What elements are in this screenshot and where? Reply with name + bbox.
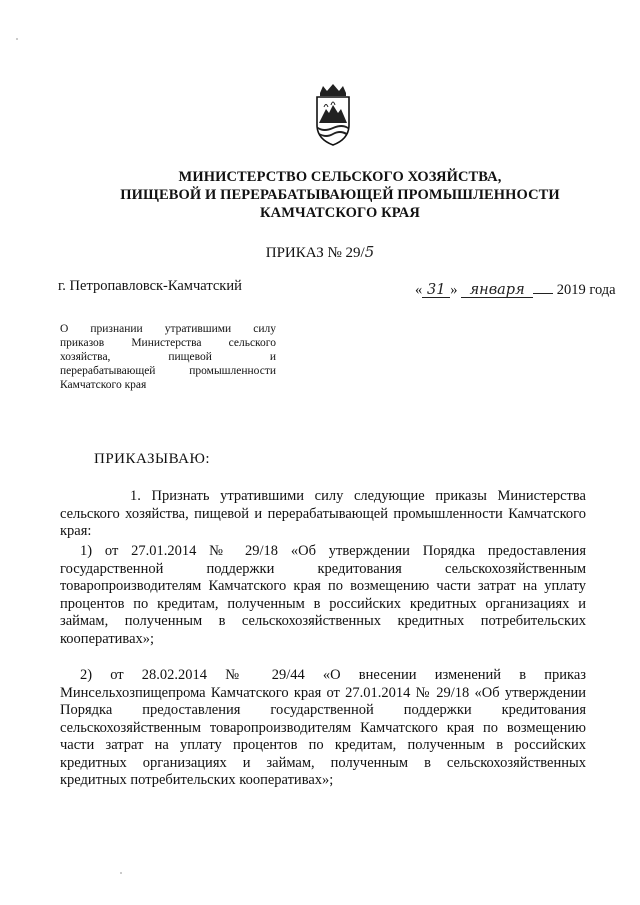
subject-line: хозяйства, пищевой и (60, 351, 276, 363)
list-item-line: 2) от 28.02.2014 № 29/44 «О внесении изменений в приказ (80, 667, 586, 683)
list-item-line: процентов по кредитам, полученным в российских кредитных организациях и (60, 595, 586, 612)
order-number (0, 243, 640, 262)
list-item-line: кредитных организациях и займам, полученным в сельскохозяйственных (60, 754, 586, 771)
order-number-handwritten: 5 (364, 243, 375, 261)
scan-speck (120, 872, 122, 874)
list-item-line: Минсельхозпищепрома Камчатского края от 27.01.2014 № 29/18 «Об утверждении (60, 684, 586, 701)
scan-speck (16, 38, 18, 40)
list-item-2 (60, 667, 586, 790)
subject-line: О признании утратившими силу (60, 323, 276, 335)
date-day: 31 (422, 284, 450, 298)
kamchatka-coat-of-arms-icon (314, 83, 352, 147)
paragraph-line: края: (60, 523, 92, 539)
date-open-quote: « (415, 282, 423, 298)
subject-line: приказов Министерства сельского (60, 337, 276, 349)
paragraph-line: 1. Признать утратившими силу следующие приказы Министерства (130, 488, 586, 504)
list-item-line: кооперативах»; (60, 630, 155, 647)
ministry-title (60, 168, 620, 222)
list-item-1 (60, 543, 586, 648)
ministry-title-line: ПИЩЕВОЙ И ПЕРЕРАБАТЫВАЮЩЕЙ ПРОМЫШЛЕННОСТИ (120, 187, 560, 203)
list-item-line: кредитных потребительских кооперативах»; (60, 772, 334, 788)
list-item-line: сельскохозяйственным товаропроизводителям Камчатского края по возмещению (60, 719, 586, 736)
list-item-line: 1) от 27.01.2014 № 29/18 «Об утверждении Порядка предоставления (80, 543, 586, 559)
paragraph-line: сельского хозяйства, пищевой и перерабатывающей промышленности Камчатского (60, 505, 586, 522)
subject-line: Камчатского края (60, 379, 147, 391)
order-number-printed: 29/ (345, 245, 365, 261)
paragraph-1 (60, 488, 586, 541)
date-month: января (461, 284, 533, 298)
list-item-line: государственной поддержки кредитования сельскохозяйственным (60, 560, 586, 577)
date-year: 2019 года (556, 282, 616, 298)
decree-heading: ПРИКАЗЫВАЮ: (94, 451, 211, 467)
list-item-line: товаропроизводителям Камчатского края по возмещению части затрат на уплату (60, 578, 586, 594)
list-item-line: займам, полученным в сельскохозяйственных кредитных потребительских (60, 613, 586, 629)
list-item-line: части затрат на уплату процентов по кредитам, полученным в российских (60, 737, 586, 753)
place-of-issue: г. Петропавловск-Камчатский (58, 278, 242, 294)
ministry-title-line: МИНИСТЕРСТВО СЕЛЬСКОГО ХОЗЯЙСТВА, (178, 169, 502, 185)
ministry-title-line: КАМЧАТСКОГО КРАЯ (260, 205, 420, 221)
date-close-quote: » (450, 282, 458, 298)
order-subject (60, 322, 276, 392)
subject-line: перерабатывающей промышленности (60, 365, 276, 377)
date-underline (533, 283, 553, 294)
order-date (415, 282, 616, 299)
order-label: ПРИКАЗ № (265, 245, 342, 261)
list-item-line: Порядка предоставления государственной поддержки кредитования (60, 702, 586, 718)
